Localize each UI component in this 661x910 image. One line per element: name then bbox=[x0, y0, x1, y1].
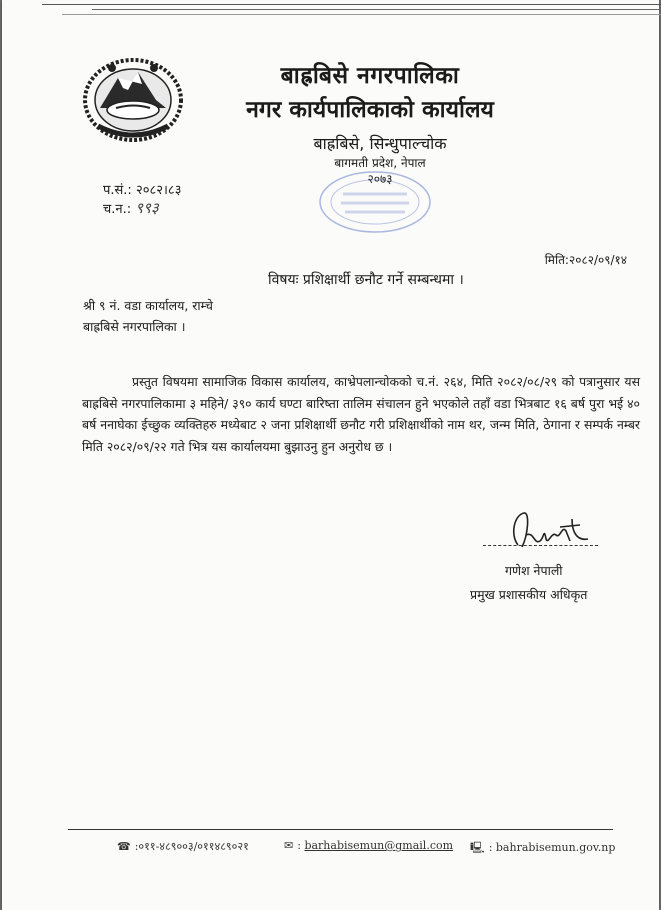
signatory-title: प्रमुख प्रशासकीय अधिकृत bbox=[470, 587, 588, 602]
ps-label: प.सं.: bbox=[103, 183, 132, 198]
envelope-icon: ✉ bbox=[284, 839, 294, 852]
footer-divider bbox=[68, 829, 613, 830]
dispatch-number bbox=[103, 198, 159, 218]
cn-value: ९९३ bbox=[135, 199, 159, 217]
signatory-name: गणेश नेपाली bbox=[505, 563, 563, 578]
signature-line bbox=[483, 545, 598, 546]
office-address: बाह्रबिसे, सिन्धुपाल्चोक bbox=[313, 134, 447, 153]
page-edge bbox=[62, 14, 661, 15]
municipality-name: बाह्रबिसे नगरपालिका bbox=[280, 63, 460, 89]
reference-number bbox=[103, 180, 181, 198]
established-year: २०७३ bbox=[367, 172, 393, 186]
phone-number: :०११-४८९००३/०११४८९०२१ bbox=[134, 840, 249, 853]
email-address[interactable]: barhabisemun@gmail.com bbox=[304, 839, 454, 852]
office-stamp-icon bbox=[315, 170, 435, 235]
recipient-line-2: बाह्रबिसे नगरपालिका । bbox=[83, 319, 186, 334]
computer-icon: 🖳 bbox=[470, 841, 485, 854]
office-name: नगर कार्यपालिकाको कार्यालय bbox=[246, 97, 494, 123]
letter-subject: विषयः प्रशिक्षार्थी छनौट गर्ने सम्बन्धमा । bbox=[268, 272, 464, 288]
page-edge bbox=[42, 4, 661, 5]
footer-email bbox=[284, 839, 453, 852]
ps-value: २०८२।८३ bbox=[135, 183, 182, 198]
footer-phone bbox=[117, 839, 249, 854]
cn-label: च.न.: bbox=[103, 202, 132, 217]
email-prefix: : bbox=[297, 839, 301, 852]
office-province: बागमती प्रदेश, नेपाल bbox=[334, 156, 426, 170]
letter-date: मिति:२०८२/०९/१४ bbox=[544, 253, 627, 267]
website-url[interactable]: : bahrabisemun.gov.np bbox=[488, 841, 616, 854]
footer-website bbox=[470, 839, 615, 858]
letter-body: प्रस्तुत विषयमा सामाजिक विकास कार्यालय, काभ्रेपलान्चोकको च.नं. २६४, मिति २०८२/०८/२९ को पत्रानुसार यस बाह्रबिसे नगरपालिकामा ३ महिने/ ३९० कार्य घण्टा बारिष्ता तालिम संचालन हुने भएकोले तहाँ वडा भित्रबाट १६ बर्ष पुरा भई ४० बर्ष ननाघेका ईच्छुक व्यक्तिहरु मध्येबाट २ जना प्रशिक्षार्थी छनौट गरी प्रशिक्षार्थीको नाम थर, जन्म मिति, ठेगाना र सम्पर्क नम्बर मिति २०८२/०९/२२ गते भित्र यस कार्यालयमा बुझाउनु हुन अनुरोध छ । bbox=[82, 374, 640, 454]
telephone-icon: ☎ bbox=[117, 840, 131, 853]
recipient-line-1: श्री ९ नं. वडा कार्यालय, राम्चे bbox=[83, 298, 213, 313]
page-edge bbox=[92, 9, 661, 10]
